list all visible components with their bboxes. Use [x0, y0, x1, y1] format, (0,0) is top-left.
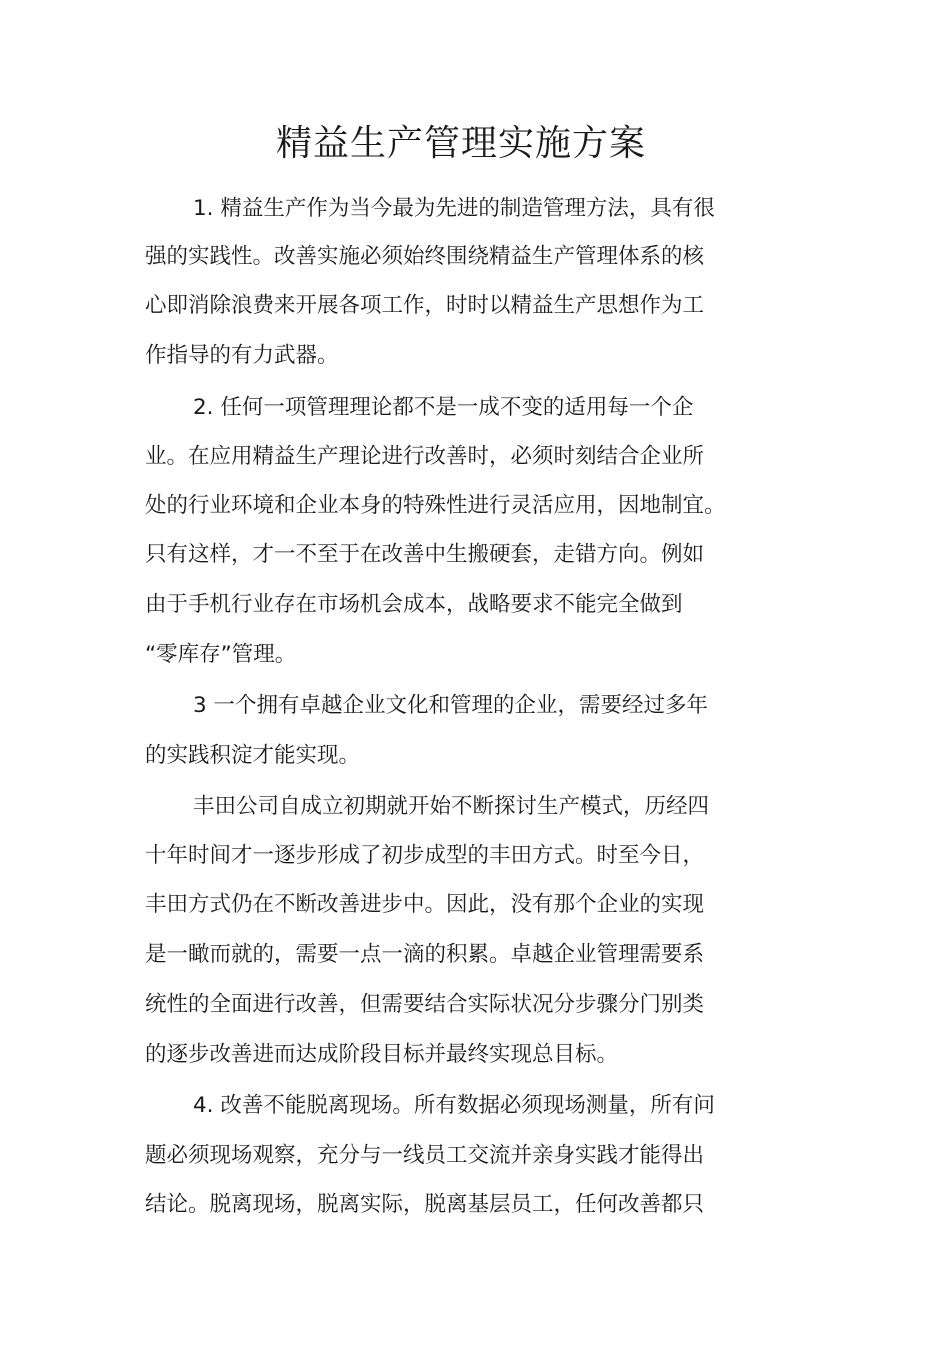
- text-line: 4. 改善不能脱离现场。所有数据必须现场测量，所有问: [193, 1093, 715, 1118]
- text-line: 统性的全面进行改善，但需要结合实际状况分步骤分门别类: [145, 992, 705, 1017]
- text-line: 结论。脱离现场，脱离实际，脱离基层员工，任何改善都只: [145, 1192, 705, 1217]
- text-line: 强的实践性。改善实施必须始终围绕精益生产管理体系的核: [145, 244, 705, 269]
- text-line: 的实践积淀才能实现。: [145, 743, 361, 768]
- text-line: 3 一个拥有卓越企业文化和管理的企业，需要经过多年: [193, 693, 709, 718]
- text-line: 十年时间才一逐步形成了初步成型的丰田方式。时至今日，: [145, 843, 705, 868]
- text-line: 1. 精益生产作为当今最为先进的制造管理方法，具有很: [193, 196, 715, 221]
- text-line: 只有这样，才一不至于在改善中生搬硬套，走错方向。例如: [145, 542, 705, 567]
- text-line: 题必须现场观察，充分与一线员工交流并亲身实践才能得出: [145, 1143, 705, 1168]
- text-line: 丰田方式仍在不断改善进步中。因此，没有那个企业的实现: [145, 892, 705, 917]
- text-line: 业。在应用精益生产理论进行改善时，必须时刻结合企业所: [145, 444, 705, 469]
- text-line: 丰田公司自成立初期就开始不断探讨生产模式，历经四: [193, 794, 710, 819]
- document-title: 精益生产管理实施方案: [275, 123, 646, 164]
- text-line: 由于手机行业存在市场机会成本，战略要求不能完全做到: [145, 592, 683, 617]
- text-line: 2. 任何一项管理理论都不是一成不变的适用每一个企: [193, 395, 694, 420]
- text-line: 处的行业环境和企业本身的特殊性进行灵活应用，因地制宜。: [145, 493, 726, 518]
- text-line: 作指导的有力武器。: [145, 343, 339, 368]
- text-line: “零库存”管理。: [145, 642, 297, 667]
- text-line: 的逐步改善进而达成阶段目标并最终实现总目标。: [145, 1042, 619, 1067]
- text-line: 心即消除浪费来开展各项工作，时时以精益生产思想作为工: [145, 293, 705, 318]
- text-line: 是一瞰而就的，需要一点一滴的积累。卓越企业管理需要系: [145, 942, 705, 967]
